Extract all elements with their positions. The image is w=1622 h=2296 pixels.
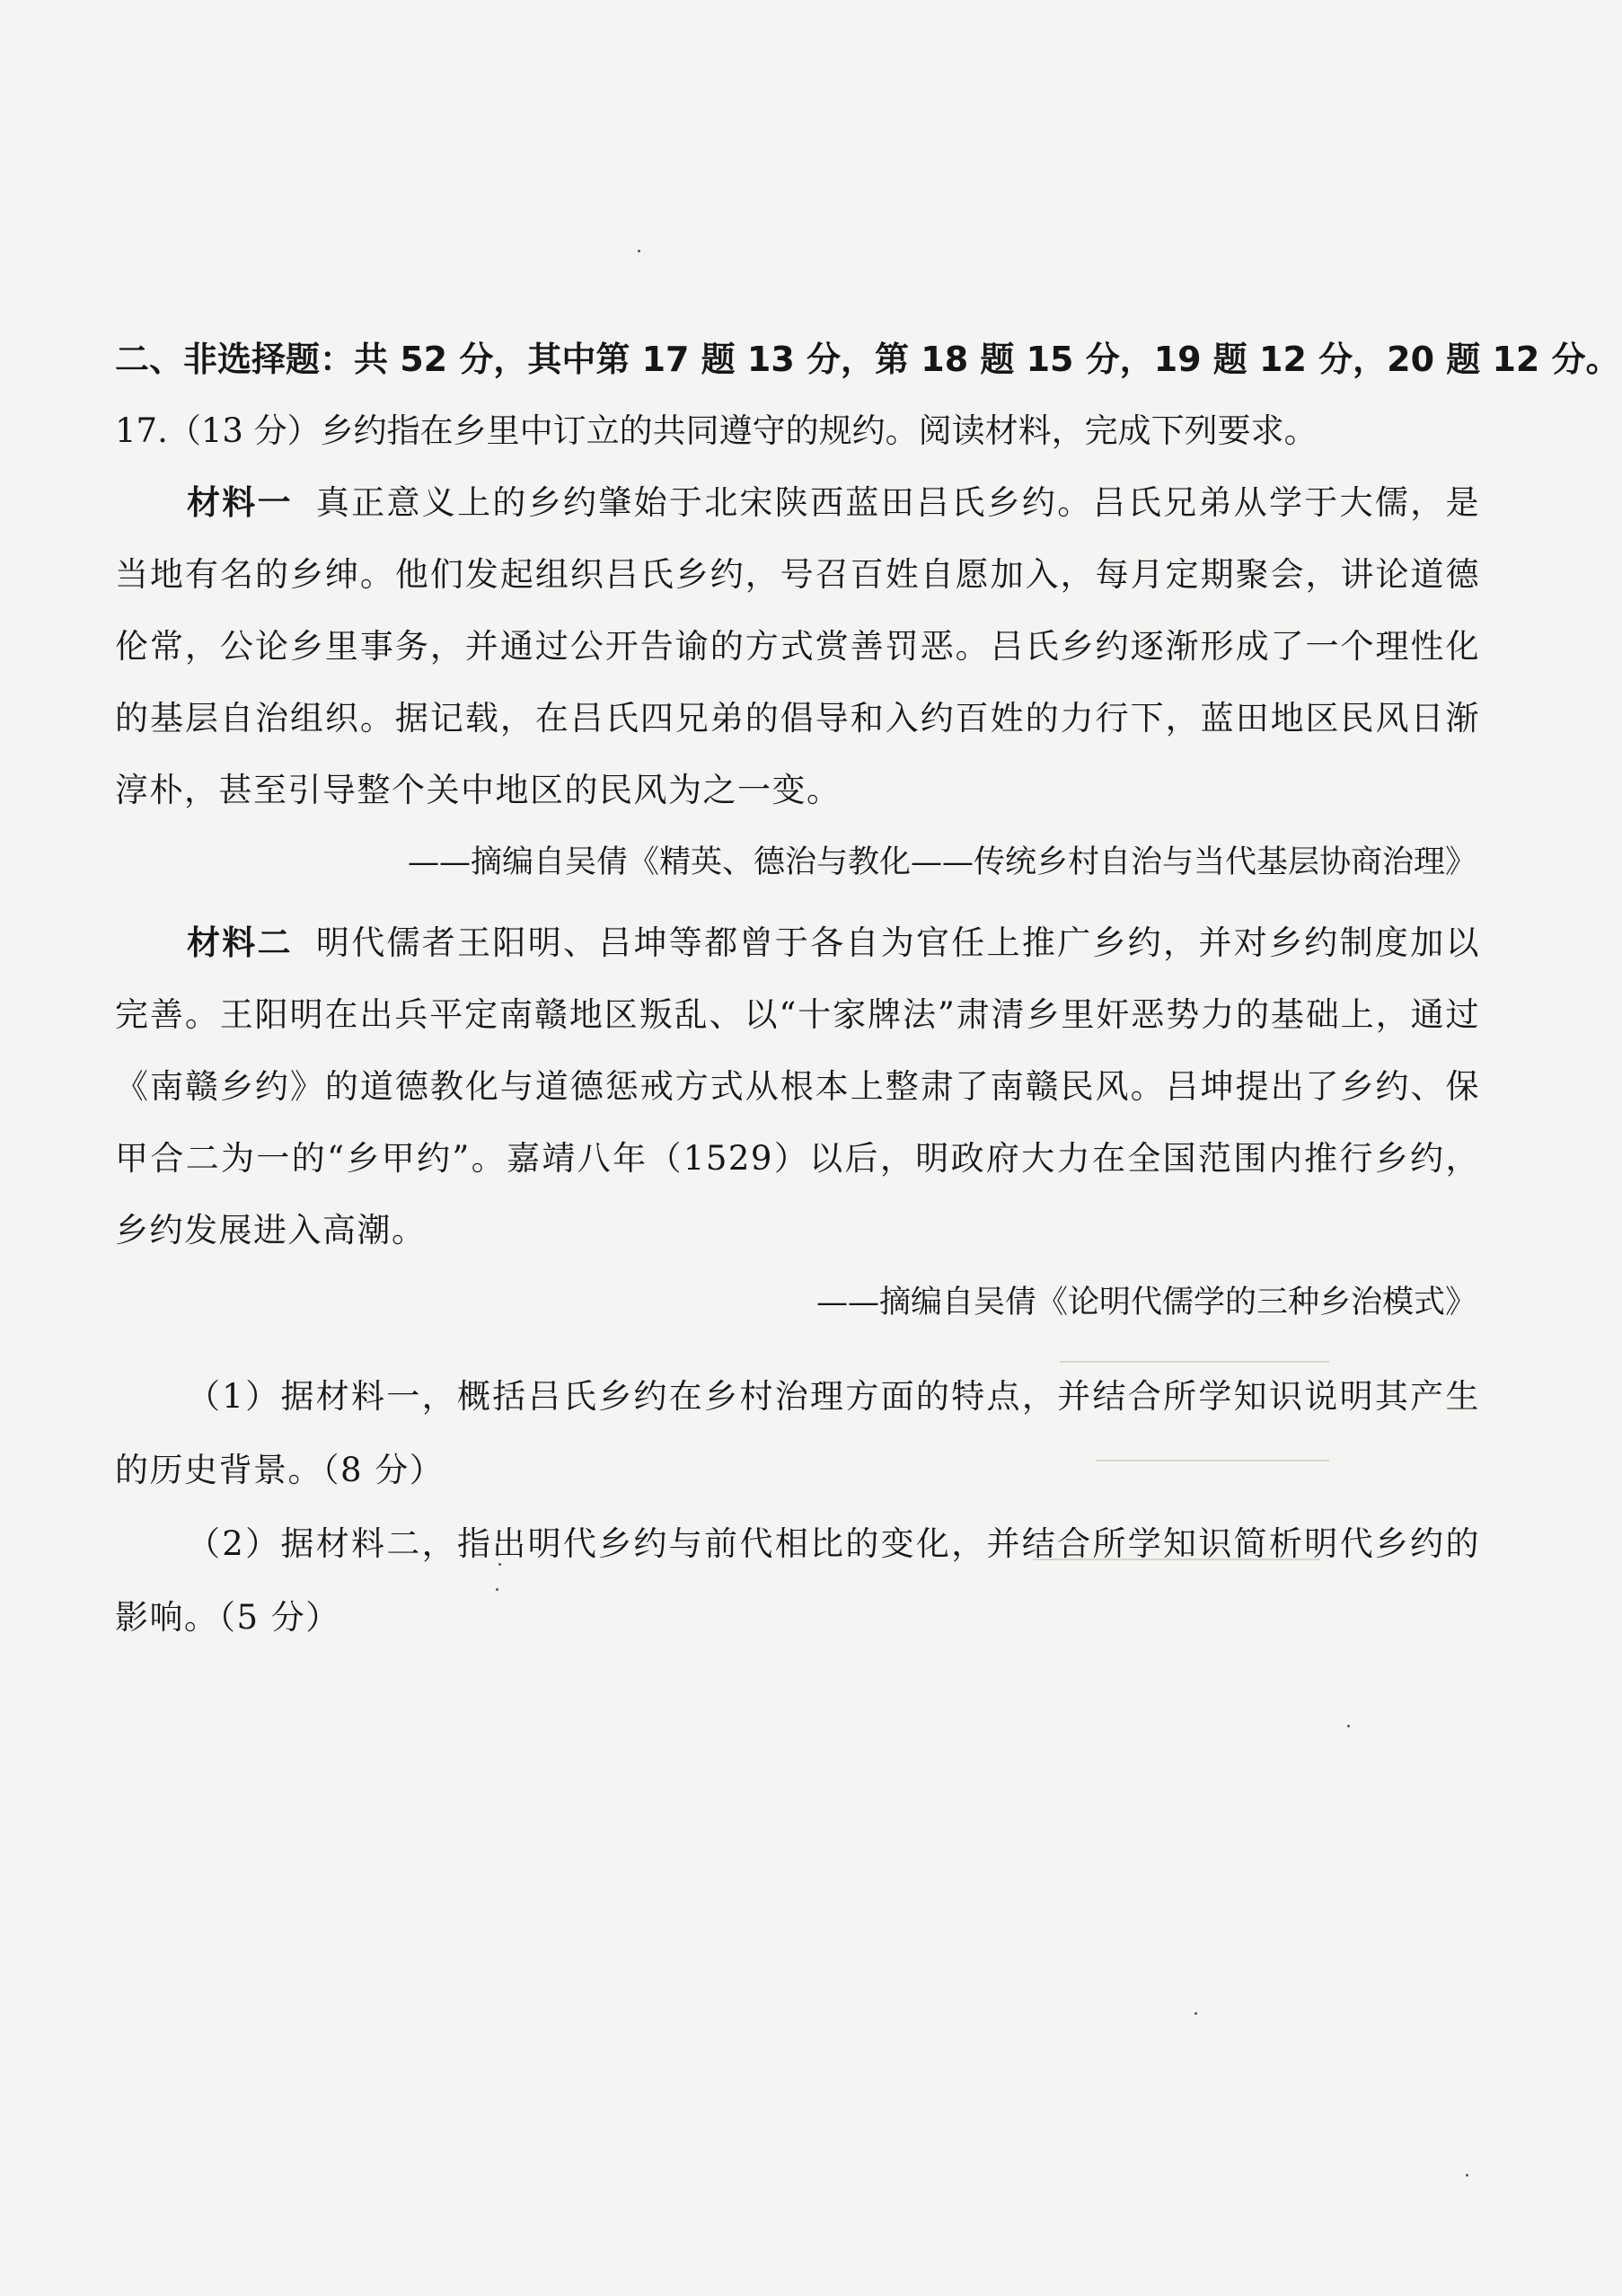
scan-speck: [1466, 2174, 1468, 2177]
material-two-label: 材料二: [187, 923, 293, 962]
sub-question-2: （2）据材料二，指出明代乡约与前代相比的变化，并结合所学知识简析明代乡约的影响。（5 分）: [115, 1524, 1480, 1637]
material-one: [115, 467, 1480, 826]
material-two-text: 明代儒者王阳明、吕坤等都曾于各自为官任上推广乡约，并对乡约制度加以完善。王阳明在出兵平定南赣地区叛乱、以“十家牌法”肃清乡里奸恶势力的基础上，通过《南赣乡约》的道德教化与道德惩戒方式从根本上整肃了南赣民风。吕坤提出了乡约、保甲合二为一的“乡甲约”。嘉靖八年（1529）以后，明政府大力在全国范围内推行乡约，乡约发展进入高潮。: [115, 923, 1481, 1250]
material-one-label: 材料一: [187, 483, 293, 522]
question-content: [115, 323, 1620, 1655]
scan-speck: [638, 250, 640, 252]
material-one-text: 真正意义上的乡约肇始于北宋陕西蓝田吕氏乡约。吕氏兄弟从学于大儒，是当地有名的乡绅。他们发起组织吕氏乡约，号召百姓自愿加入，每月定期聚会，讲论道德伦常，公论乡里事务，并通过公开告谕的方式赏善罚恶。吕氏乡约逐渐形成了一个理性化的基层自治组织。据记载，在吕氏四兄弟的倡导和入约百姓的力行下，蓝田地区民风日渐淳朴，甚至引导整个关中地区的民风为之一变。: [115, 483, 1481, 809]
section-header: 二、非选择题：共 52 分，其中第 17 题 13 分，第 18 题 15 分，19 题 12 分，20 题 12 分。: [115, 340, 1620, 379]
material-one-source: ——摘编自吴倩《精英、德治与教化——传统乡村自治与当代基层协商治理》: [407, 844, 1477, 880]
scan-speck: [1194, 2012, 1197, 2015]
material-two: [115, 907, 1480, 1267]
question-intro: 17.（13 分）乡约指在乡里中订立的共同遵守的规约。阅读材料，完成下列要求。: [115, 411, 1318, 450]
sub-question-1: （1）据材料一，概括吕氏乡约在乡村治理方面的特点，并结合所学知识说明其产生的历史背景。（8 分）: [115, 1377, 1480, 1489]
scan-speck: [1347, 1725, 1350, 1727]
material-two-source: ——摘编自吴倩《论明代儒学的三种乡治模式》: [815, 1285, 1477, 1320]
